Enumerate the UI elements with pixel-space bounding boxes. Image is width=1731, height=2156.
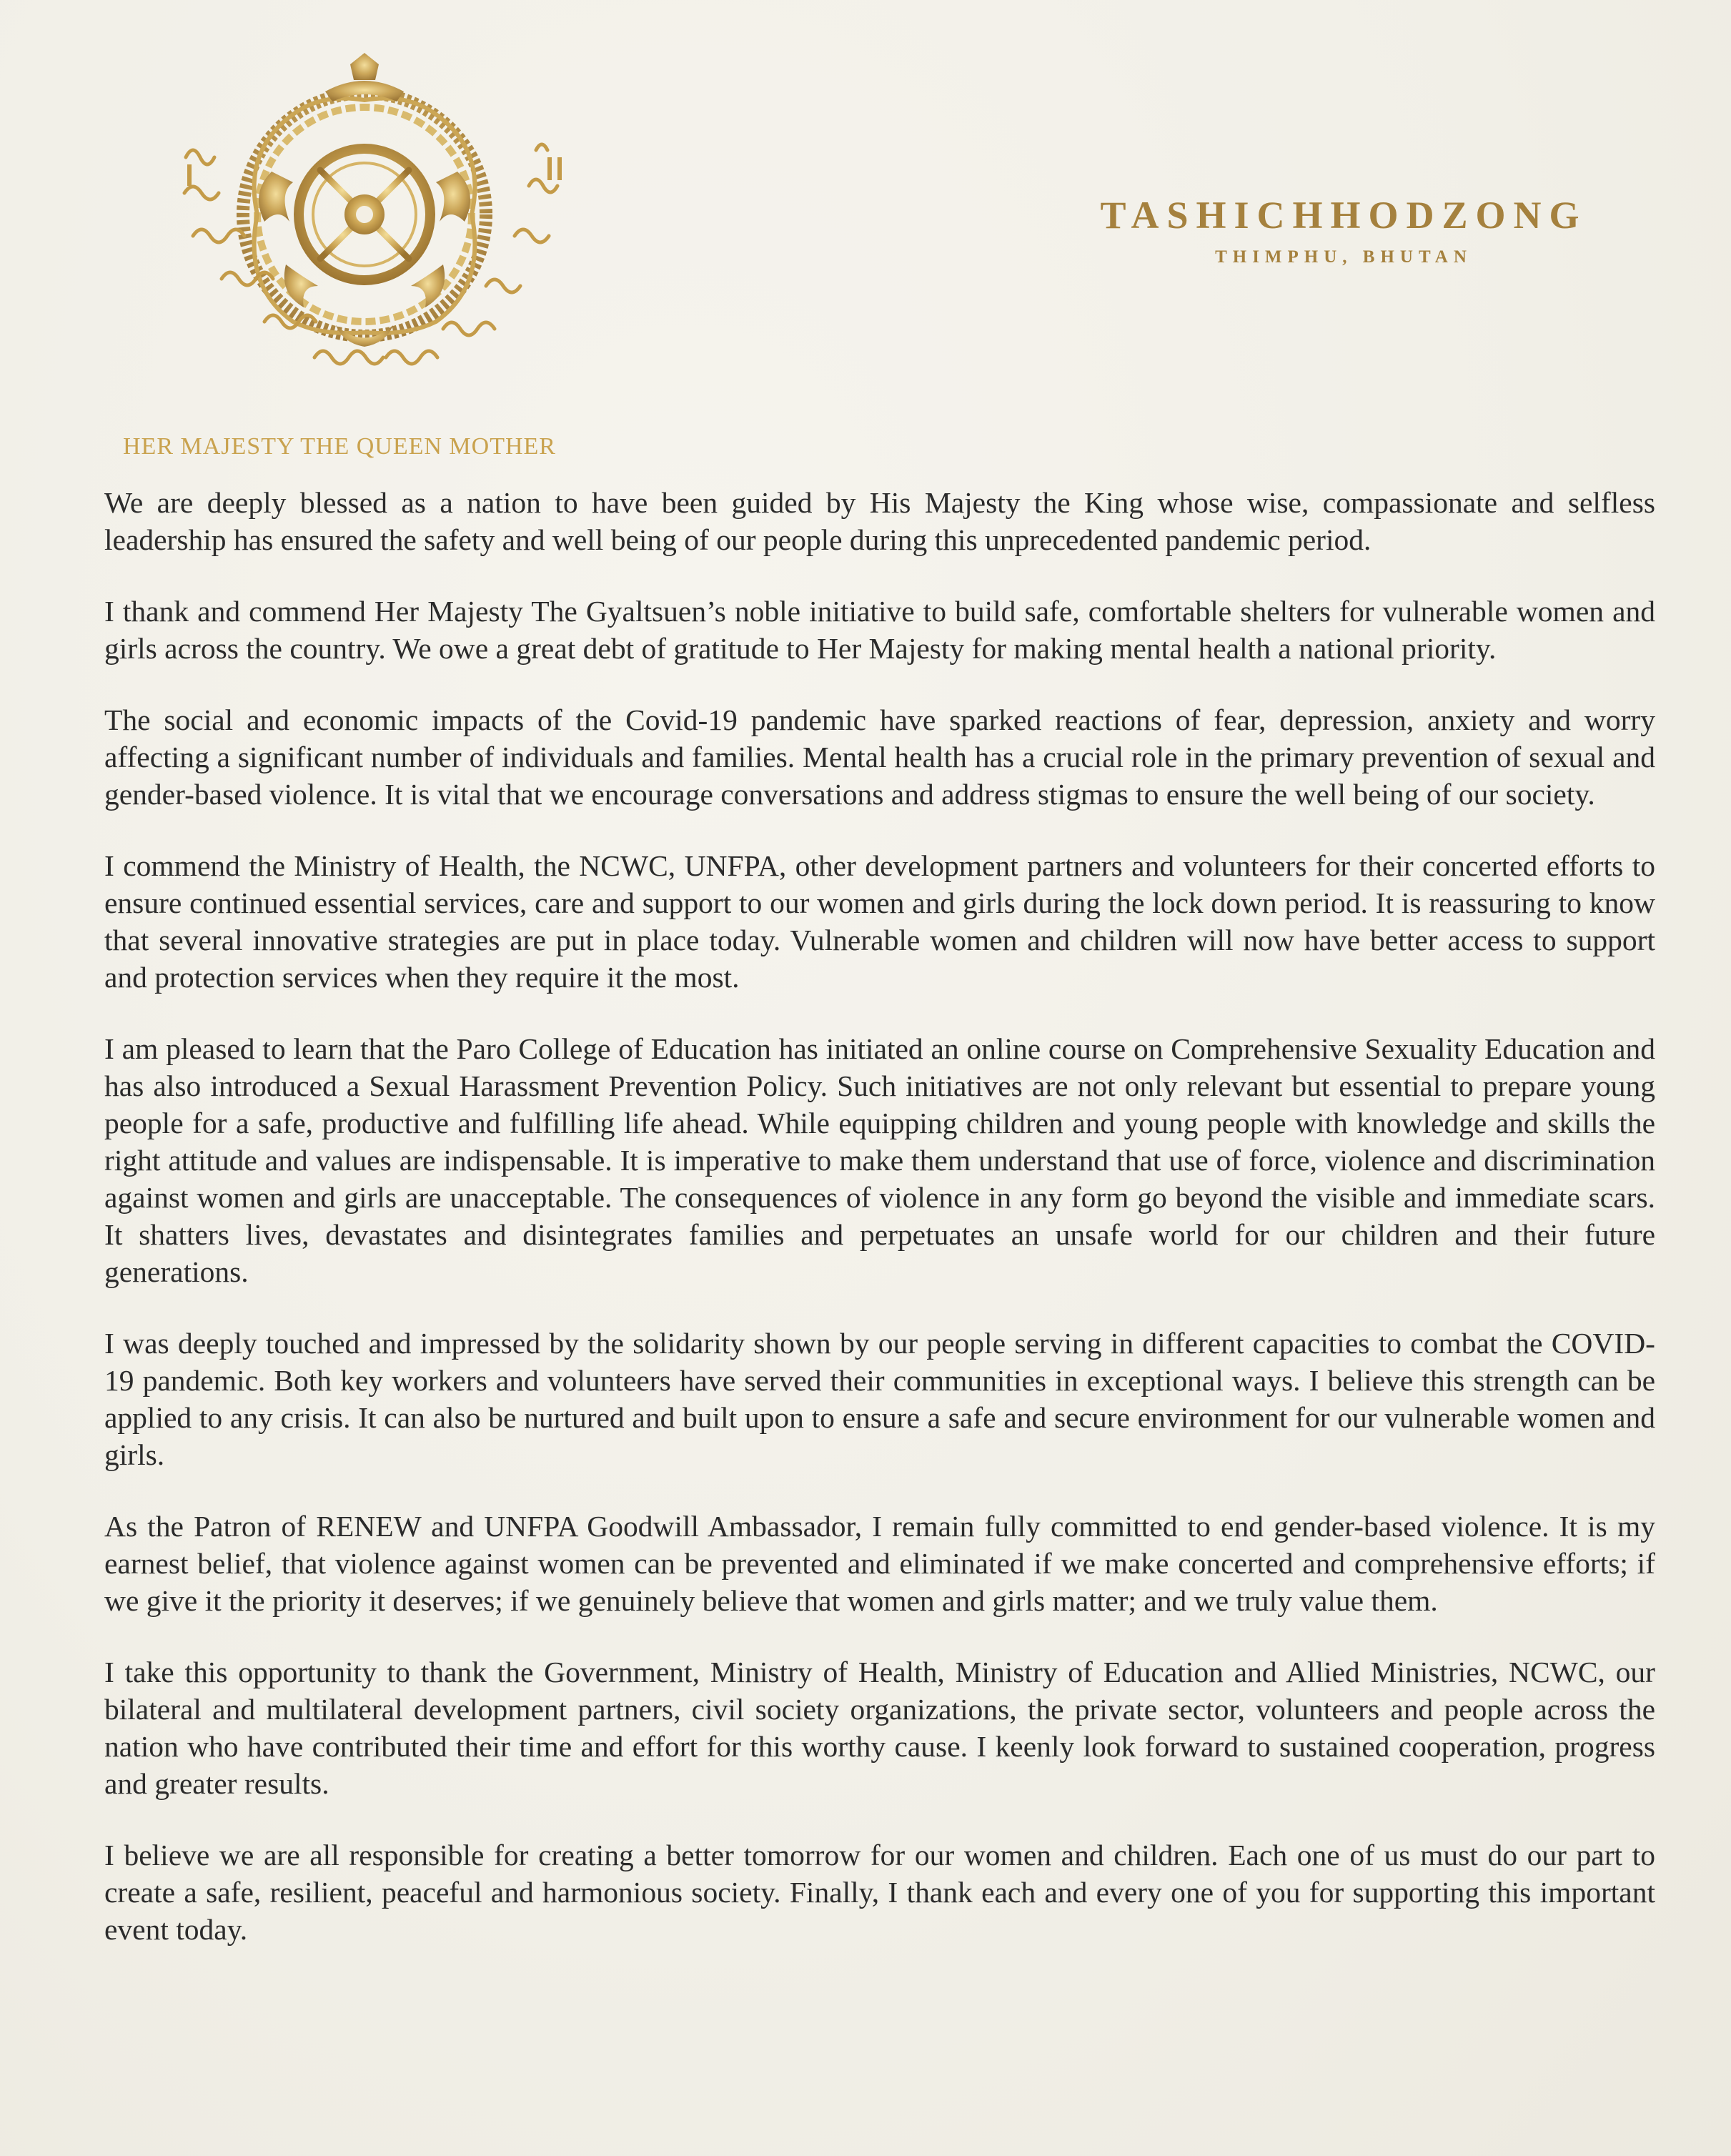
paragraph: I thank and commend Her Majesty The Gyaltsuen’s noble initiative to build safe, comfortable shelters for vulnerable women and girls across the country. We owe a great debt of gratitude to Her Majesty for making mental health a national priority.	[104, 595, 1655, 665]
royal-crest-dharma-wheel-icon	[172, 50, 572, 429]
residence-place: THIMPHU, BHUTAN	[1215, 247, 1472, 267]
letter-body	[104, 484, 1655, 1982]
paragraph: The social and economic impacts of the Covid-19 pandemic have sparked reactions of fear, depression, anxiety and worry affecting a significant number of individuals and families. Mental health has a crucial role in the primary prevention of sexual and gender-based violence. It is vital that we encourage conversations and address stigmas to ensure the well being of our society.	[104, 703, 1655, 811]
paragraph: I was deeply touched and impressed by the solidarity shown by our people serving in different capacities to combat the COVID-19 pandemic. Both key workers and volunteers have served their communities in exceptional ways. I believe this strength can be applied to any crisis. It can also be nurtured and built upon to ensure a safe and secure environment for our vulnerable women and girls.	[104, 1327, 1655, 1471]
residence-name: TASHICHHODZONG	[1100, 194, 1587, 237]
paragraph: I believe we are all responsible for creating a better tomorrow for our women and children. Each one of us must do our part to create a safe, resilient, peaceful and harmonious society. Finally, I thank each and every one of you for supporting this important event today.	[104, 1839, 1655, 1946]
paragraph: As the Patron of RENEW and UNFPA Goodwill Ambassador, I remain fully committed to end gender-based violence. It is my earnest belief, that violence against women can be prevented and eliminated if we make concerted and comprehensive efforts; if we give it the priority it deserves; if we genuinely believe that women and girls matter; and we truly value them.	[104, 1510, 1655, 1617]
letterhead-address	[1086, 193, 1601, 267]
queen-mother-title: HER MAJESTY THE QUEEN MOTHER	[123, 433, 556, 460]
paragraph: I am pleased to learn that the Paro College of Education has initiated an online course on Comprehensive Sexuality Education and has also introduced a Sexual Harassment Prevention Policy. Such initiatives are not only relevant but essential to prepare young people for a safe, productive and fulfilling life ahead. While equipping children and young people with knowledge and skills the right attitude and values are indispensable. It is imperative to make them understand that use of force, violence and discrimination against women and girls are unacceptable. The consequences of violence in any form go beyond the visible and immediate scars. It shatters lives, devastates and disintegrates families and perpetuates an unsafe world for our children and their future generations.	[104, 1032, 1655, 1288]
paragraph: We are deeply blessed as a nation to have been guided by His Majesty the King whose wise, compassionate and selfless leadership has ensured the safety and well being of our people during this unprecedented pandemic period.	[104, 486, 1655, 556]
paragraph: I take this opportunity to thank the Government, Ministry of Health, Ministry of Education and Allied Ministries, NCWC, our bilateral and multilateral development partners, civil society organizations, the private sector, volunteers and people across the nation who have contributed their time and effort for this worthy cause. I keenly look forward to sustained cooperation, progress and greater results.	[104, 1656, 1655, 1800]
paragraph: I commend the Ministry of Health, the NCWC, UNFPA, other development partners and volunteers for their concerted efforts to ensure continued essential services, care and support to our women and girls during the lock down period. It is reassuring to know that several innovative strategies are put in place today. Vulnerable women and children will now have better access to support and protection services when they require it the most.	[104, 849, 1655, 994]
